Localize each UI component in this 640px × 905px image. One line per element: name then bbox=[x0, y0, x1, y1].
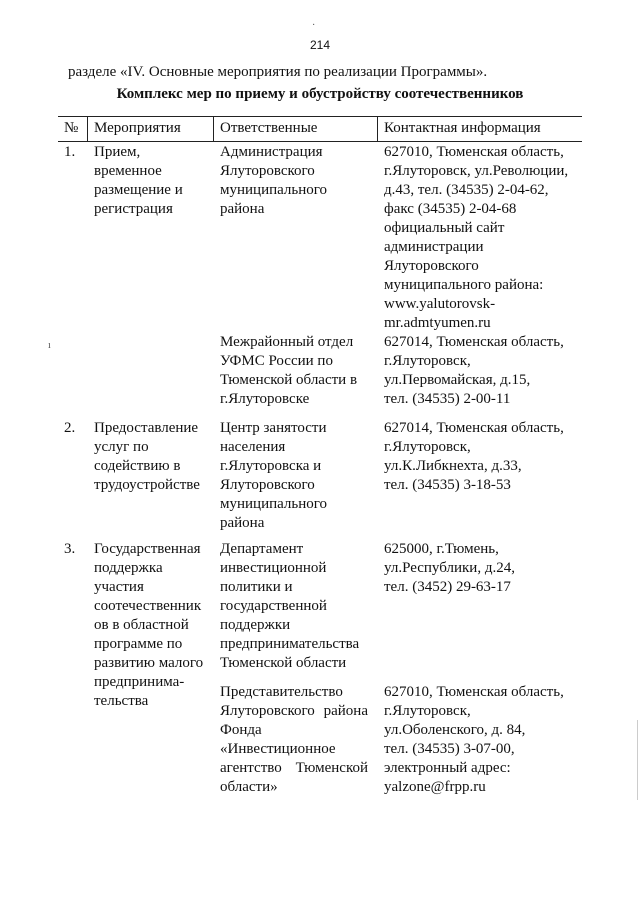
row1-responsible-a: Администрация Ялуторовского муниципального района bbox=[220, 144, 328, 217]
measures-table bbox=[58, 116, 582, 142]
row2-num: 2. bbox=[64, 420, 76, 436]
row3-measure: Государственная поддержка участия соотечественник ов в областной программе по развитию малого предпринима- тельства bbox=[94, 541, 204, 709]
table-header bbox=[58, 116, 582, 142]
row3-contact-b: 627010, Тюменская область, г.Ялуторовск, ул.Оболенского, д. 84, тел. (34535) 3-07-00, электронный адрес: yalzone@frpp.ru bbox=[384, 684, 564, 795]
header-contact: Контактная информация bbox=[384, 120, 541, 136]
row2-responsible-a: Центр занятости населения г.Ялуторовска и Ялуторовского муниципального района bbox=[220, 420, 328, 531]
row1-num: 1. bbox=[64, 144, 76, 160]
page-number: 214 bbox=[309, 38, 331, 52]
row1-measure: Прием, временное размещение и регистрация bbox=[94, 144, 183, 217]
intro-line: разделе «IV. Основные мероприятия по реализации Программы». bbox=[68, 64, 488, 80]
row1-contact-b: 627014, Тюменская область, г.Ялуторовск, ул.Первомайская, д.15, тел. (34535) 2-00-11 bbox=[384, 334, 564, 407]
row3-contact-a: 625000, г.Тюмень, ул.Республики, д.24, тел. (3452) 29-63-17 bbox=[384, 541, 515, 595]
header-measure: Мероприятия bbox=[88, 117, 214, 141]
row3-responsible-b: Представительство Ялуторовского района Фонда «Инвестиционное агентство Тюменской области» bbox=[220, 684, 368, 795]
scan-speck: · bbox=[312, 20, 316, 31]
row2-measure: Предоставление услуг по содействию в трудоустройстве bbox=[94, 420, 200, 493]
table-title: Комплекс мер по приему и обустройству соотечественников bbox=[116, 86, 524, 102]
row3-num: 3. bbox=[64, 541, 76, 557]
row3-responsible-a: Департамент инвестиционной политики и государственной поддержки предпринимательства Тюменской области bbox=[220, 541, 360, 671]
scan-speck: ı bbox=[48, 340, 51, 351]
scan-edge-line bbox=[637, 720, 638, 800]
row1-contact-a: 627010, Тюменская область, г.Ялуторовск, ул.Революции, д.43, тел. (34535) 2-04-62, факс (34535) 2-04-68 официальный сайт администрации Ялуторовского муниципального района: www.yalutorovsk- mr.admtyumen.ru bbox=[384, 144, 569, 331]
header-responsible: Ответственные bbox=[214, 117, 378, 141]
row2-contact-a: 627014, Тюменская область, г.Ялуторовск, ул.К.Либкнехта, д.33, тел. (34535) 3-18-53 bbox=[384, 420, 564, 493]
row1-responsible-b: Межрайонный отдел УФМС России по Тюменской области в г.Ялуторовске bbox=[220, 334, 358, 407]
header-num: № bbox=[58, 117, 88, 141]
